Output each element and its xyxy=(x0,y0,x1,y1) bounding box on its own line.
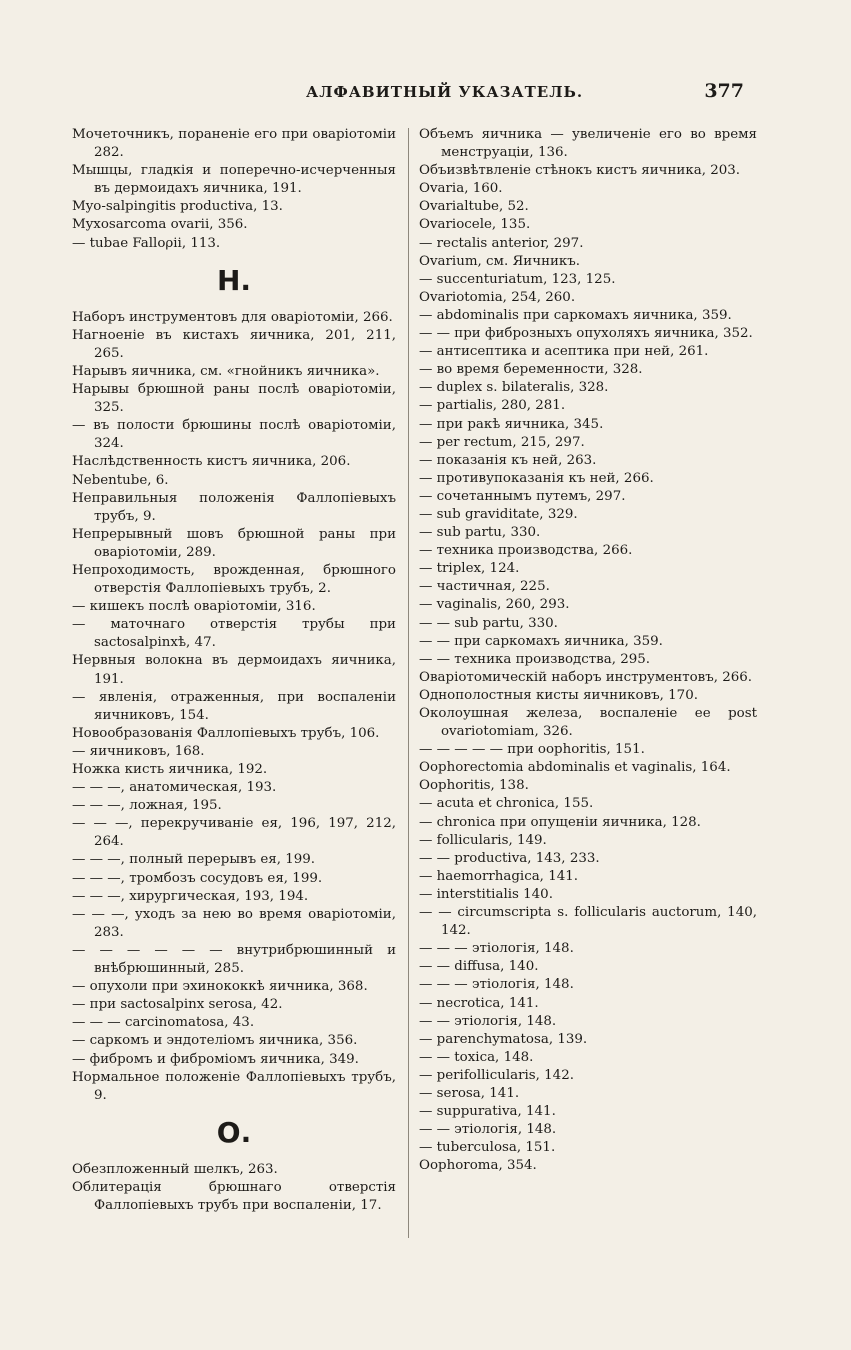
index-entry: — succenturiatum, 123, 125. xyxy=(419,271,616,287)
index-entry: — показанія къ ней, 263. xyxy=(419,452,597,468)
index-entry: — — этіологія, 148. xyxy=(419,1122,557,1138)
page-title: АЛФАВИТНЫЙ УКАЗАТЕЛЬ. xyxy=(306,83,584,101)
index-entry: — — —, тромбозъ сосудовъ ея, 199. xyxy=(72,870,323,886)
index-entry: Ovaria, 160. xyxy=(419,181,503,197)
index-entry: — въ полости брюшины послѣ оваріотоміи, 324. xyxy=(72,418,396,452)
index-entry: — противупоказанія къ ней, 266. xyxy=(419,470,654,486)
index-entry: — per rectum, 215, 297. xyxy=(419,434,585,450)
index-entry: — частичная, 225. xyxy=(419,579,550,595)
index-entry: — фибромъ и фиброміомъ яичника, 349. xyxy=(72,1051,359,1067)
index-entry: — — toxica, 148. xyxy=(419,1049,534,1065)
page-number: 377 xyxy=(704,80,744,102)
index-entry: — — — этіологія, 148. xyxy=(419,941,574,957)
index-entry: — маточнаго отверстія трубы при sactosalpinxѣ, 47. xyxy=(72,617,396,651)
index-entry: Ovarialtube, 52. xyxy=(419,199,529,215)
index-entry: Однополостныя кисты яичниковъ, 170. xyxy=(419,687,698,703)
index-entry: — sub graviditate, 329. xyxy=(419,506,578,522)
index-entry: — interstitialis 140. xyxy=(419,886,553,902)
index-entry: — — техника производства, 295. xyxy=(419,651,651,667)
index-entry: — саркомъ и эндотеліомъ яичника, 356. xyxy=(72,1033,358,1049)
index-entry: Наслѣдственность кистъ яичника, 206. xyxy=(72,454,351,470)
index-entry: — chronica при опущеніи яичника, 128. xyxy=(419,814,701,830)
index-entry: — serosa, 141. xyxy=(419,1085,520,1101)
index-entry: — — при саркомахъ яичника, 359. xyxy=(419,633,663,649)
left-index-column xyxy=(72,126,396,1215)
index-entry: — — —, анатомическая, 193. xyxy=(72,780,277,796)
index-entry: — — — carcinomatosa, 43. xyxy=(72,1015,255,1031)
index-entry: Ovarium, см. Яичникъ. xyxy=(419,253,581,269)
index-entry: — haemorrhagica, 141. xyxy=(419,868,579,884)
section-letter: Н. xyxy=(216,263,252,297)
index-entry: — сочетаннымъ путемъ, 297. xyxy=(419,488,626,504)
index-entry: — — circumscripta s. follicularis auctorum, 140, 142. xyxy=(419,905,757,939)
index-entry: — suppurativa, 141. xyxy=(419,1104,556,1120)
index-entry: — perifollicularis, 142. xyxy=(419,1067,574,1083)
index-entry: Ножка кисть яичника, 192. xyxy=(72,762,268,777)
index-entry: Нарывъ яичника, см. «гнойникъ яичника». xyxy=(72,363,380,379)
index-entry: Новообразованія Фаллопіевыхъ трубъ, 106. xyxy=(72,725,380,741)
index-entry: Объемъ яичника — увеличеніе его во время менструаціи, 136. xyxy=(419,127,757,161)
index-entry: — — —, полный перерывъ ея, 199. xyxy=(72,852,316,868)
index-entry: — — productiva, 143, 233. xyxy=(419,850,600,866)
index-entry: — — — этіологія, 148. xyxy=(419,977,574,993)
index-entry: — явленія, отраженныя, при воспаленіи яичниковъ, 154. xyxy=(72,689,396,723)
index-entry: Myo-salpingitis productiva, 13. xyxy=(72,199,283,215)
index-entry: Нервныя волокна въ дермоидахъ яичника, 191. xyxy=(72,653,396,687)
index-entry: Нормальное положеніе Фаллопіевыхъ трубъ, 9. xyxy=(72,1069,396,1103)
index-entry: — — —, хирургическая, 193, 194. xyxy=(72,888,309,904)
index-entry: Облитерація брюшнаго отверстія Фаллопіевыхъ трубъ при воспаленіи, 17. xyxy=(72,1179,396,1213)
index-entry: — — при фиброзныхъ опухоляхъ яичника, 352. xyxy=(419,326,753,342)
index-entry: Oophoroma, 354. xyxy=(419,1158,537,1174)
index-entry: — — sub partu, 330. xyxy=(419,615,558,631)
index-entry: Оваріотомическій наборъ инструментовъ, 266. xyxy=(419,669,753,685)
index-entry: — acuta et chronica, 155. xyxy=(419,796,594,812)
index-entry: — — diffusa, 140. xyxy=(419,959,539,975)
index-entry: Объизвѣтвленіе стѣнокъ кистъ яичника, 203. xyxy=(419,163,741,179)
index-entry: — sub partu, 330. xyxy=(419,525,541,541)
index-entry: — vaginalis, 260, 293. xyxy=(419,597,570,613)
index-entry: — — — — — — внутрибрюшинный и внѣбрюшинный, 285. xyxy=(72,942,396,977)
index-entry: Мочеточникъ, пораненіе его при оваріотоміи 282. xyxy=(72,127,396,161)
index-entry: — при ракѣ яичника, 345. xyxy=(419,416,604,432)
index-entry: Ovariocele, 135. xyxy=(419,217,531,233)
index-entry: — антисептика и асептика при ней, 261. xyxy=(419,344,709,360)
index-entry: Неправильныя положенія Фаллопіевыхъ трубъ, 9. xyxy=(72,490,396,524)
index-entry: — follicularis, 149. xyxy=(419,832,547,848)
index-entry: Oophorectomia abdominalis et vaginalis, 164. xyxy=(419,760,731,776)
index-entry: Нарывы брюшной раны послѣ оваріотоміи, 325. xyxy=(72,382,396,416)
running-head xyxy=(72,80,752,108)
index-entry: — кишекъ послѣ оваріотоміи, 316. xyxy=(72,599,316,615)
index-entry: — — —, перекручиваніе ея, 196, 197, 212, 264. xyxy=(72,816,396,850)
index-entry: — техника производства, 266. xyxy=(419,543,633,559)
column-divider xyxy=(408,128,409,1238)
index-entry: — duplex s. bilateralis, 328. xyxy=(419,380,609,396)
index-entry: — tubae Falloρii, 113. xyxy=(72,235,221,251)
index-entry: — parenchymatosa, 139. xyxy=(419,1031,588,1047)
index-entry: Обезпложенный шелкъ, 263. xyxy=(72,1161,278,1177)
right-index-column xyxy=(419,126,757,1175)
index-entry: — tuberculosa, 151. xyxy=(419,1140,556,1156)
index-entry: — — —, уходъ за нею во время оваріотоміи, 283. xyxy=(72,906,396,940)
index-entry: Nebentube, 6. xyxy=(72,472,169,488)
index-entry: — — — — — при oophoritis, 151. xyxy=(419,742,645,758)
index-entry: — — —, ложная, 195. xyxy=(72,798,222,814)
index-entry: — опухоли при эхинококкѣ яичника, 368. xyxy=(72,979,368,995)
index-entry: — во время беременности, 328. xyxy=(419,362,643,378)
section-letter: О. xyxy=(216,1115,252,1149)
index-entry: — abdominalis при саркомахъ яичника, 359. xyxy=(419,307,732,323)
index-entry: Непрерывный шовъ брюшной раны при оваріотоміи, 289. xyxy=(72,526,396,560)
index-entry: Myxosarcoma ovarii, 356. xyxy=(72,217,248,233)
index-entry: Околоушная железа, воспаленіе ее post ovariotomiam, 326. xyxy=(419,706,757,740)
index-entry: — при sactosalpinx serosa, 42. xyxy=(72,997,283,1013)
index-entry: — яичниковъ, 168. xyxy=(72,743,205,759)
index-entry: — — этіологія, 148. xyxy=(419,1013,557,1029)
index-entry: — partialis, 280, 281. xyxy=(419,398,566,414)
index-entry: Ovariotomia, 254, 260. xyxy=(419,289,576,305)
index-entry: — rectalis anterior, 297. xyxy=(419,235,584,251)
index-entry: Мышцы, гладкія и поперечно-исчерченныя въ дермоидахъ яичника, 191. xyxy=(72,163,396,197)
index-entry: — triplex, 124. xyxy=(419,561,520,577)
index-entry: Нагноеніе въ кистахъ яичника, 201, 211, 265. xyxy=(72,327,396,361)
index-entry: Непроходимость, врожденная, брюшного отверстія Фаллопіевыхъ трубъ, 2. xyxy=(72,562,396,597)
index-entry: — necrotica, 141. xyxy=(419,995,539,1011)
index-entry: Наборъ инструментовъ для оваріотоміи, 266. xyxy=(72,309,393,325)
index-entry: Oophoritis, 138. xyxy=(419,778,529,794)
